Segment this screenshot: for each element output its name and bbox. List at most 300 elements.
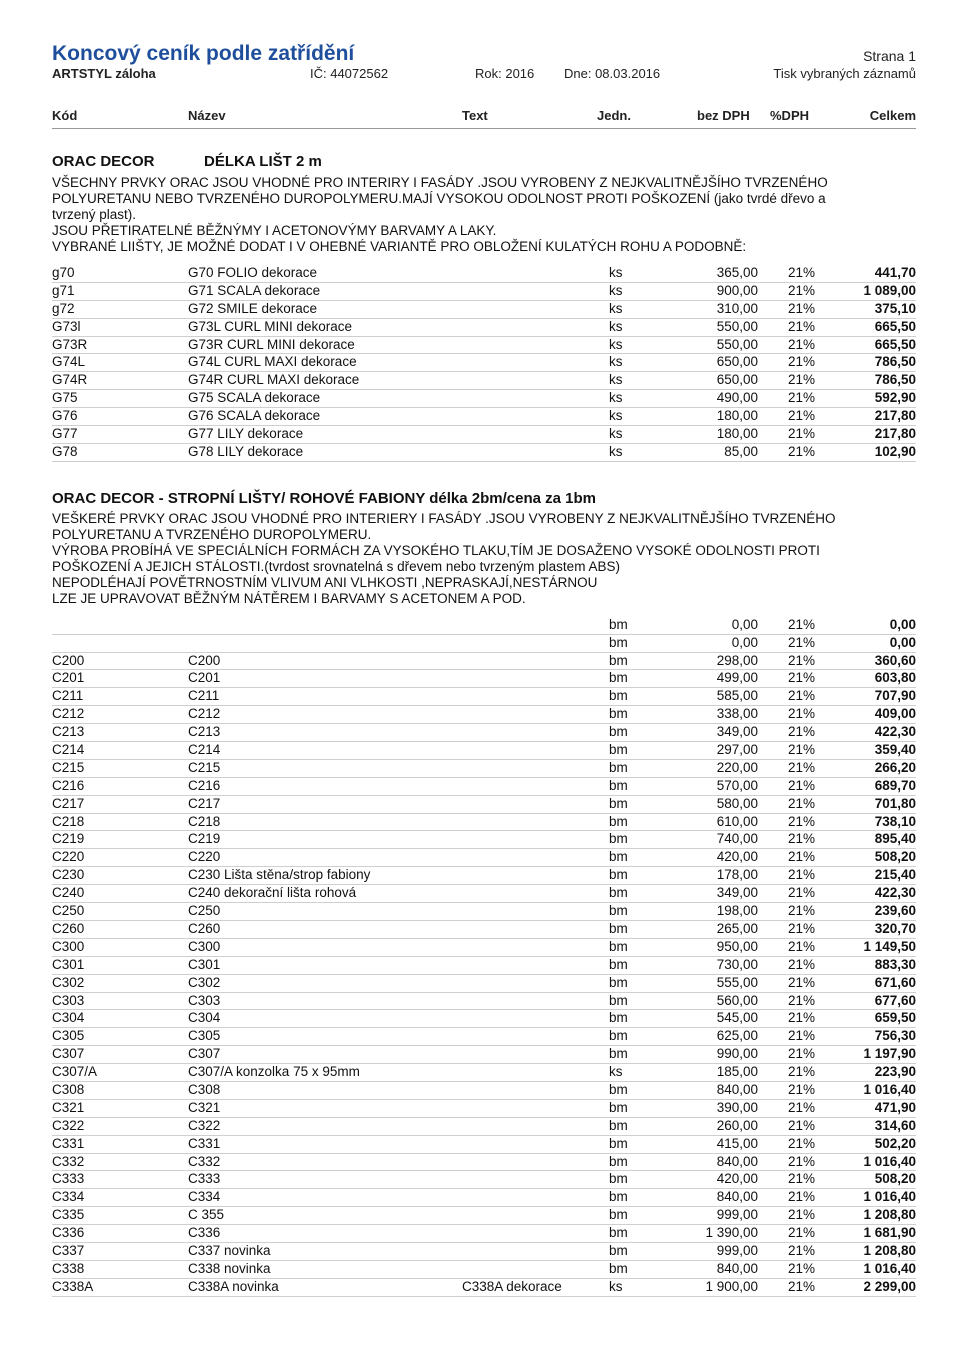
item-name: G75 SCALA dekorace [188,390,321,406]
item-vat: 21% [787,867,815,883]
item-unit: bm [609,956,628,972]
table-row [52,1118,916,1136]
item-vat: 21% [787,903,815,919]
table-row [52,1261,916,1279]
item-price: 260,00 [716,1117,758,1133]
item-vat: 21% [787,426,815,442]
section1-desc-line: POLYURETANU NEBO TVRZENÉHO DUROPOLYMERU.MAJÍ VYSOKOU ODOLNOST PROTI POŠKOZENÍ (jako tvrdé dřevo a [52,191,826,206]
item-unit: ks [609,318,623,334]
item-price: 499,00 [716,670,758,686]
item-unit: ks [609,1278,623,1294]
item-name: C219 [188,831,221,847]
item-price: 580,00 [716,795,758,811]
table-row [52,653,916,671]
item-total: 0,00 [889,616,916,632]
item-total: 471,90 [874,1099,916,1115]
item-vat: 21% [787,652,815,668]
item-unit: bm [609,1153,628,1169]
item-price: 999,00 [716,1242,758,1258]
table-row [52,1207,916,1225]
item-name: G72 SMILE dekorace [188,300,318,316]
item-vat: 21% [787,390,815,406]
item-code: C217 [52,795,85,811]
item-code: G75 [52,390,78,406]
item-total: 1 208,80 [863,1207,916,1223]
item-unit: bm [609,652,628,668]
item-price: 650,00 [716,372,758,388]
item-vat: 21% [787,1189,815,1205]
item-price: 297,00 [716,742,758,758]
item-total: 665,50 [874,318,916,334]
item-total: 1 681,90 [863,1225,916,1241]
section2-table [52,617,916,1297]
item-code: C336 [52,1225,85,1241]
item-name: C218 [188,813,221,829]
item-unit: bm [609,903,628,919]
item-name: C217 [188,795,221,811]
item-vat: 21% [787,443,815,459]
table-row [52,319,916,337]
item-unit: ks [609,336,623,352]
item-vat: 21% [787,318,815,334]
item-unit: bm [609,759,628,775]
item-vat: 21% [787,300,815,316]
table-row [52,1243,916,1261]
item-vat: 21% [787,1117,815,1133]
item-name: C305 [188,1028,221,1044]
section2-description [52,511,916,607]
item-total: 223,90 [874,1064,916,1080]
table-row [52,1028,916,1046]
item-vat: 21% [787,634,815,650]
table-row [52,1136,916,1154]
table-row [52,921,916,939]
item-price: 298,00 [716,652,758,668]
item-unit: ks [609,1064,623,1080]
item-unit: ks [609,390,623,406]
item-total: 1 016,40 [863,1153,916,1169]
table-row [52,867,916,885]
item-vat: 21% [787,1010,815,1026]
item-code: G74R [52,372,88,388]
item-unit: bm [609,688,628,704]
item-code: C307/A [52,1064,98,1080]
item-code: C331 [52,1135,85,1151]
item-price: 178,00 [716,867,758,883]
section1-title: ORAC DECOR [52,153,155,170]
item-price: 625,00 [716,1028,758,1044]
table-row [52,706,916,724]
table-row [52,724,916,742]
item-vat: 21% [787,777,815,793]
table-row [52,283,916,301]
item-price: 950,00 [716,938,758,954]
item-name: C303 [188,992,221,1008]
item-name: C307 [188,1046,221,1062]
table-row [52,426,916,444]
item-total: 1 016,40 [863,1260,916,1276]
item-code: g71 [52,282,75,298]
item-price: 555,00 [716,974,758,990]
section2-desc-line: POLYURETANU A TVRZENÉHO DUROPOLYMERU. [52,526,372,542]
item-code: C322 [52,1117,85,1133]
table-row [52,1189,916,1207]
item-unit: ks [609,408,623,424]
item-price: 185,00 [716,1064,758,1080]
item-code: C304 [52,1010,85,1026]
item-total: 895,40 [874,831,916,847]
table-row [52,814,916,832]
table-row [52,849,916,867]
item-unit: bm [609,1081,628,1097]
item-price: 349,00 [716,724,758,740]
table-row [52,337,916,355]
item-code: G78 [52,443,78,459]
item-total: 1 149,50 [863,938,916,954]
item-vat: 21% [787,372,815,388]
item-code: G74L [52,354,86,370]
item-code: C338A [52,1278,94,1294]
item-vat: 21% [787,956,815,972]
item-vat: 21% [787,1028,815,1044]
item-total: 502,20 [874,1135,916,1151]
table-row [52,301,916,319]
table-row [52,688,916,706]
section1-table [52,265,916,462]
item-vat: 21% [787,1135,815,1151]
item-price: 390,00 [716,1099,758,1115]
table-row [52,354,916,372]
item-unit: bm [609,1242,628,1258]
item-total: 508,20 [874,849,916,865]
table-row [52,760,916,778]
print-date: Dne: 08.03.2016 [564,66,661,81]
item-code: C301 [52,956,85,972]
item-price: 349,00 [716,885,758,901]
page-number: Strana 1 [863,48,916,64]
item-name: C220 [188,849,221,865]
table-row [52,742,916,760]
table-row [52,1100,916,1118]
column-header-row [52,108,916,129]
item-price: 545,00 [716,1010,758,1026]
price-list-page [52,42,916,1297]
item-code: C218 [52,813,85,829]
company-name: ARTSTYL záloha [52,66,156,81]
item-code: C338 [52,1260,85,1276]
item-price: 180,00 [716,426,758,442]
table-row [52,372,916,390]
item-price: 840,00 [716,1081,758,1097]
item-name: C332 [188,1153,221,1169]
print-note: Tisk vybraných záznamů [773,66,916,81]
item-total: 314,60 [874,1117,916,1133]
item-vat: 21% [787,282,815,298]
item-unit: ks [609,354,623,370]
item-code: C307 [52,1046,85,1062]
section1-description [52,175,916,255]
item-total: 217,80 [874,408,916,424]
item-total: 508,20 [874,1171,916,1187]
item-price: 550,00 [716,318,758,334]
table-row [52,617,916,635]
item-code: C250 [52,903,85,919]
item-vat: 21% [787,670,815,686]
item-total: 239,60 [874,903,916,919]
item-vat: 21% [787,795,815,811]
item-unit: bm [609,885,628,901]
item-code: C200 [52,652,85,668]
section1-subtitle: DÉLKA LIŠT 2 m [204,153,322,170]
item-total: 102,90 [874,443,916,459]
item-code: C216 [52,777,85,793]
item-unit: bm [609,1135,628,1151]
item-unit: bm [609,634,628,650]
item-code: C211 [52,688,84,704]
item-vat: 21% [787,1260,815,1276]
table-row [52,1010,916,1028]
item-name: C200 [188,652,221,668]
item-name: C336 [188,1225,221,1241]
item-code: C260 [52,920,85,936]
table-row [52,975,916,993]
table-row [52,831,916,849]
item-name: G71 SCALA dekorace [188,282,321,298]
table-row [52,1082,916,1100]
item-vat: 21% [787,616,815,632]
item-total: 1 016,40 [863,1189,916,1205]
item-name: C307/A konzolka 75 x 95mm [188,1064,360,1080]
item-code: C201 [52,670,85,686]
item-code: C300 [52,938,85,954]
item-unit: bm [609,1117,628,1133]
item-name: C230 Lišta stěna/strop fabiony [188,867,371,883]
item-total: 671,60 [874,974,916,990]
item-code: C303 [52,992,85,1008]
item-total: 786,50 [874,372,916,388]
item-unit: bm [609,670,628,686]
table-row [52,1046,916,1064]
item-vat: 21% [787,265,815,280]
item-price: 310,00 [716,300,758,316]
item-vat: 21% [787,938,815,954]
item-unit: bm [609,849,628,865]
item-vat: 21% [787,1278,815,1294]
section1-desc-line: tvrzený plast). [52,207,137,222]
item-unit: ks [609,372,623,388]
table-row [52,885,916,903]
item-total: 738,10 [874,813,916,829]
item-unit: bm [609,1028,628,1044]
document-subheader [52,66,916,84]
item-code: g70 [52,265,75,280]
table-row [52,635,916,653]
item-code: C219 [52,831,85,847]
item-total: 701,80 [874,795,916,811]
item-total: 217,80 [874,426,916,442]
item-code: C215 [52,759,85,775]
item-vat: 21% [787,1153,815,1169]
table-row [52,957,916,975]
item-total: 659,50 [874,1010,916,1026]
item-total: 1 089,00 [863,282,916,298]
section2-title: ORAC DECOR - STROPNÍ LIŠTY/ ROHOVÉ FABIONY délka 2bm/cena za 1bm [52,489,596,507]
item-vat: 21% [787,354,815,370]
item-name: C213 [188,724,221,740]
item-vat: 21% [787,1099,815,1115]
item-vat: 21% [787,688,815,704]
table-row [52,1279,916,1297]
document-header [52,42,916,66]
item-price: 585,00 [716,688,758,704]
item-vat: 21% [787,759,815,775]
item-total: 677,60 [874,992,916,1008]
item-name: C338 novinka [188,1260,271,1276]
item-unit: ks [609,426,623,442]
item-vat: 21% [787,992,815,1008]
table-row [52,993,916,1011]
table-row [52,390,916,408]
item-total: 756,30 [874,1028,916,1044]
item-name: C260 [188,920,221,936]
item-unit: bm [609,1189,628,1205]
item-code: C334 [52,1189,85,1205]
year: Rok: 2016 [475,66,535,81]
item-code: C321 [52,1099,85,1115]
item-unit: ks [609,300,623,316]
company-ico: IČ: 44072562 [310,66,389,81]
item-code: C337 [52,1242,85,1258]
item-price: 650,00 [716,354,758,370]
item-name: G74L CURL MAXI dekorace [188,354,357,370]
item-total: 707,90 [874,688,916,704]
table-row [52,939,916,957]
item-total: 0,00 [889,634,916,650]
table-row [52,1225,916,1243]
item-total: 883,30 [874,956,916,972]
col-code: Kód [52,108,78,123]
item-unit: bm [609,724,628,740]
item-name: C240 dekorační lišta rohová [188,885,357,901]
item-name: G73L CURL MINI dekorace [188,318,353,334]
item-total: 1 016,40 [863,1081,916,1097]
item-name: C331 [188,1135,221,1151]
item-unit: bm [609,867,628,883]
item-code: C212 [52,706,85,722]
item-name: C333 [188,1171,221,1187]
item-total: 422,30 [874,724,916,740]
item-unit: ks [609,443,623,459]
item-unit: bm [609,742,628,758]
item-vat: 21% [787,1171,815,1187]
item-unit: bm [609,992,628,1008]
item-name: C214 [188,742,221,758]
item-total: 1 208,80 [863,1242,916,1258]
item-name: G78 LILY dekorace [188,443,304,459]
item-vat: 21% [787,1064,815,1080]
item-code: C333 [52,1171,85,1187]
item-code: C220 [52,849,85,865]
table-row [52,903,916,921]
item-code: C308 [52,1081,85,1097]
item-name: C304 [188,1010,221,1026]
item-total: 266,20 [874,759,916,775]
item-name: C211 [188,688,220,704]
item-code: g72 [52,300,75,316]
item-vat: 21% [787,742,815,758]
item-total: 665,50 [874,336,916,352]
item-price: 85,00 [724,443,758,459]
item-price: 900,00 [716,282,758,298]
table-row [52,796,916,814]
item-vat: 21% [787,1225,815,1241]
item-unit: bm [609,974,628,990]
section1-desc-line: VŠECHNY PRVKY ORAC JSOU VHODNÉ PRO INTERIRY I FASÁDY .JSOU VYROBENY Z NEJKVALITNĚJŠÍHO TVRZENÉHO [52,175,828,190]
item-price: 1 390,00 [705,1225,758,1241]
item-vat: 21% [787,408,815,424]
item-unit: bm [609,795,628,811]
item-total: 360,60 [874,652,916,668]
item-vat: 21% [787,974,815,990]
item-price: 840,00 [716,1153,758,1169]
item-total: 215,40 [874,867,916,883]
item-name: C250 [188,903,221,919]
item-vat: 21% [787,706,815,722]
item-name: C302 [188,974,221,990]
item-name: C334 [188,1189,221,1205]
item-total: 2 299,00 [863,1278,916,1294]
item-code: C332 [52,1153,85,1169]
item-total: 320,70 [874,920,916,936]
item-price: 420,00 [716,1171,758,1187]
item-vat: 21% [787,1207,815,1223]
item-unit: bm [609,706,628,722]
item-code: G76 [52,408,78,424]
item-name: G74R CURL MAXI dekorace [188,372,360,388]
item-total: 422,30 [874,885,916,901]
item-code: C305 [52,1028,85,1044]
item-total: 786,50 [874,354,916,370]
item-name: C212 [188,706,221,722]
item-unit: bm [609,1207,628,1223]
item-name: C201 [188,670,221,686]
table-row [52,1154,916,1172]
item-code: G73R [52,336,88,352]
item-vat: 21% [787,1242,815,1258]
item-vat: 21% [787,849,815,865]
item-code: G73l [52,318,81,334]
item-total: 603,80 [874,670,916,686]
item-unit: bm [609,616,628,632]
item-text: C338A dekorace [462,1278,562,1294]
item-price: 420,00 [716,849,758,865]
item-unit: bm [609,1260,628,1276]
item-unit: bm [609,813,628,829]
item-total: 375,10 [874,300,916,316]
item-price: 180,00 [716,408,758,424]
item-name: C 355 [188,1207,225,1223]
section1-desc-line: VYBRANÉ LIIŠTY, JE MOŽNÉ DODAT I V OHEBNÉ VARIANTĚ PRO OBLOŽENÍ KULATÝCH ROHU A PODOBNĚ: [52,239,747,254]
section2-desc-line: NEPODLÉHAJÍ POVĚTRNOSTNÍM VLIVUM ANI VLHKOSTI ,NEPRASKAJÍ,NESTÁRNOU [52,574,598,590]
item-price: 338,00 [716,706,758,722]
item-code: C230 [52,867,85,883]
item-vat: 21% [787,920,815,936]
item-unit: ks [609,265,623,280]
col-vat: %DPH [770,108,810,123]
col-price: bez DPH [697,108,750,123]
item-price: 990,00 [716,1046,758,1062]
item-price: 560,00 [716,992,758,1008]
